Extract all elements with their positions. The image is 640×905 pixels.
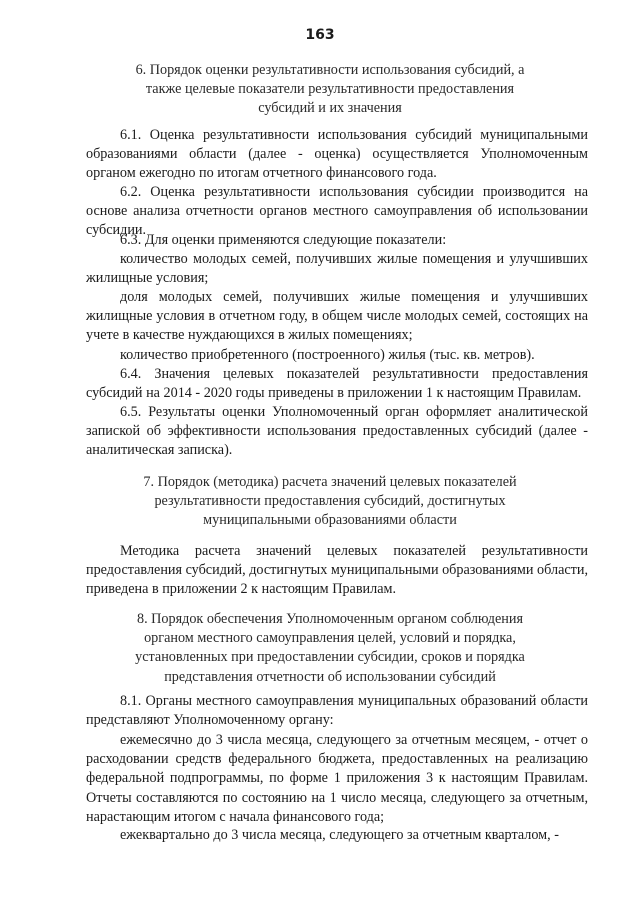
section-8-paragraph-3: ежеквартально до 3 числа месяца, следующего за отчетным кварталом, - [120, 827, 559, 843]
section-6-paragraph-6: количество приобретенного (построенного) жилья (тыс. кв. метров). [120, 347, 535, 363]
section-6-paragraph-3: 6.3. Для оценки применяются следующие показатели: [120, 232, 447, 248]
section-7-heading: 7. Порядок (методика) расчета значений целевых показателей результативности предоставления субсидий, достигнутых муниципальными образованиями области [143, 474, 517, 529]
section-8-paragraph-2: ежемесячно до 3 числа месяца, следующего за отчетным месяцем, - отчет о расходовании средств федерального бюджета, предоставленных на реализацию федеральной подпрограммы, по форме 1 приложения 3 к настоящим Правилам. Отчеты составляются по состоянию на 1 число месяца, следующего за отчетным, нарастающим итогом с начала финансового года; [86, 732, 588, 825]
section-6-paragraph-5: доля молодых семей, получивших жилые помещения и улучшивших жилищные условия в отчетном году, в общем числе молодых семей, состоящих на учете в качестве нуждающихся в жилых помещениях; [86, 289, 588, 344]
section-6-paragraph-1: 6.1. Оценка результативности использования субсидий муниципальными образованиями области (далее - оценка) осуществляется Уполномоченным органом ежегодно по итогам отчетного финансового года. [86, 127, 588, 182]
section-6-paragraph-7: 6.4. Значения целевых показателей результативности предоставления субсидий на 2014 - 2020 годы приведены в приложении 1 к настоящим Правилам. [86, 366, 588, 402]
section-8-heading: 8. Порядок обеспечения Уполномоченным органом соблюдения органом местного самоуправления целей, условий и порядка, установленных при предоставлении субсидии, сроков и порядка представления отчетности об использовании субсидий [135, 611, 525, 685]
section-6-paragraph-2: 6.2. Оценка результативности использования субсидии производится на основе анализа отчетности органов местного самоуправления об использовании субсидии. [86, 184, 588, 239]
section-6-paragraph-8: 6.5. Результаты оценки Уполномоченный орган оформляет аналитической запиской об эффективности использования предоставленных субсидий (далее - аналитическая записка). [86, 404, 588, 459]
section-7-paragraph-1: Методика расчета значений целевых показателей результативности предоставления субсидий, достигнутых муниципальными образованиями области, приведена в приложении 2 к настоящим Правилам. [86, 543, 589, 598]
section-6-heading: 6. Порядок оценки результативности использования субсидий, а также целевые показатели результативности предоставления субсидий и их значения [135, 62, 525, 117]
page-number: 163 [305, 27, 335, 43]
section-6-paragraph-4: количество молодых семей, получивших жилые помещения и улучшивших жилищные условия; [86, 251, 588, 287]
section-8-paragraph-1: 8.1. Органы местного самоуправления муниципальных образований области представляют Уполномоченному органу: [86, 693, 588, 729]
